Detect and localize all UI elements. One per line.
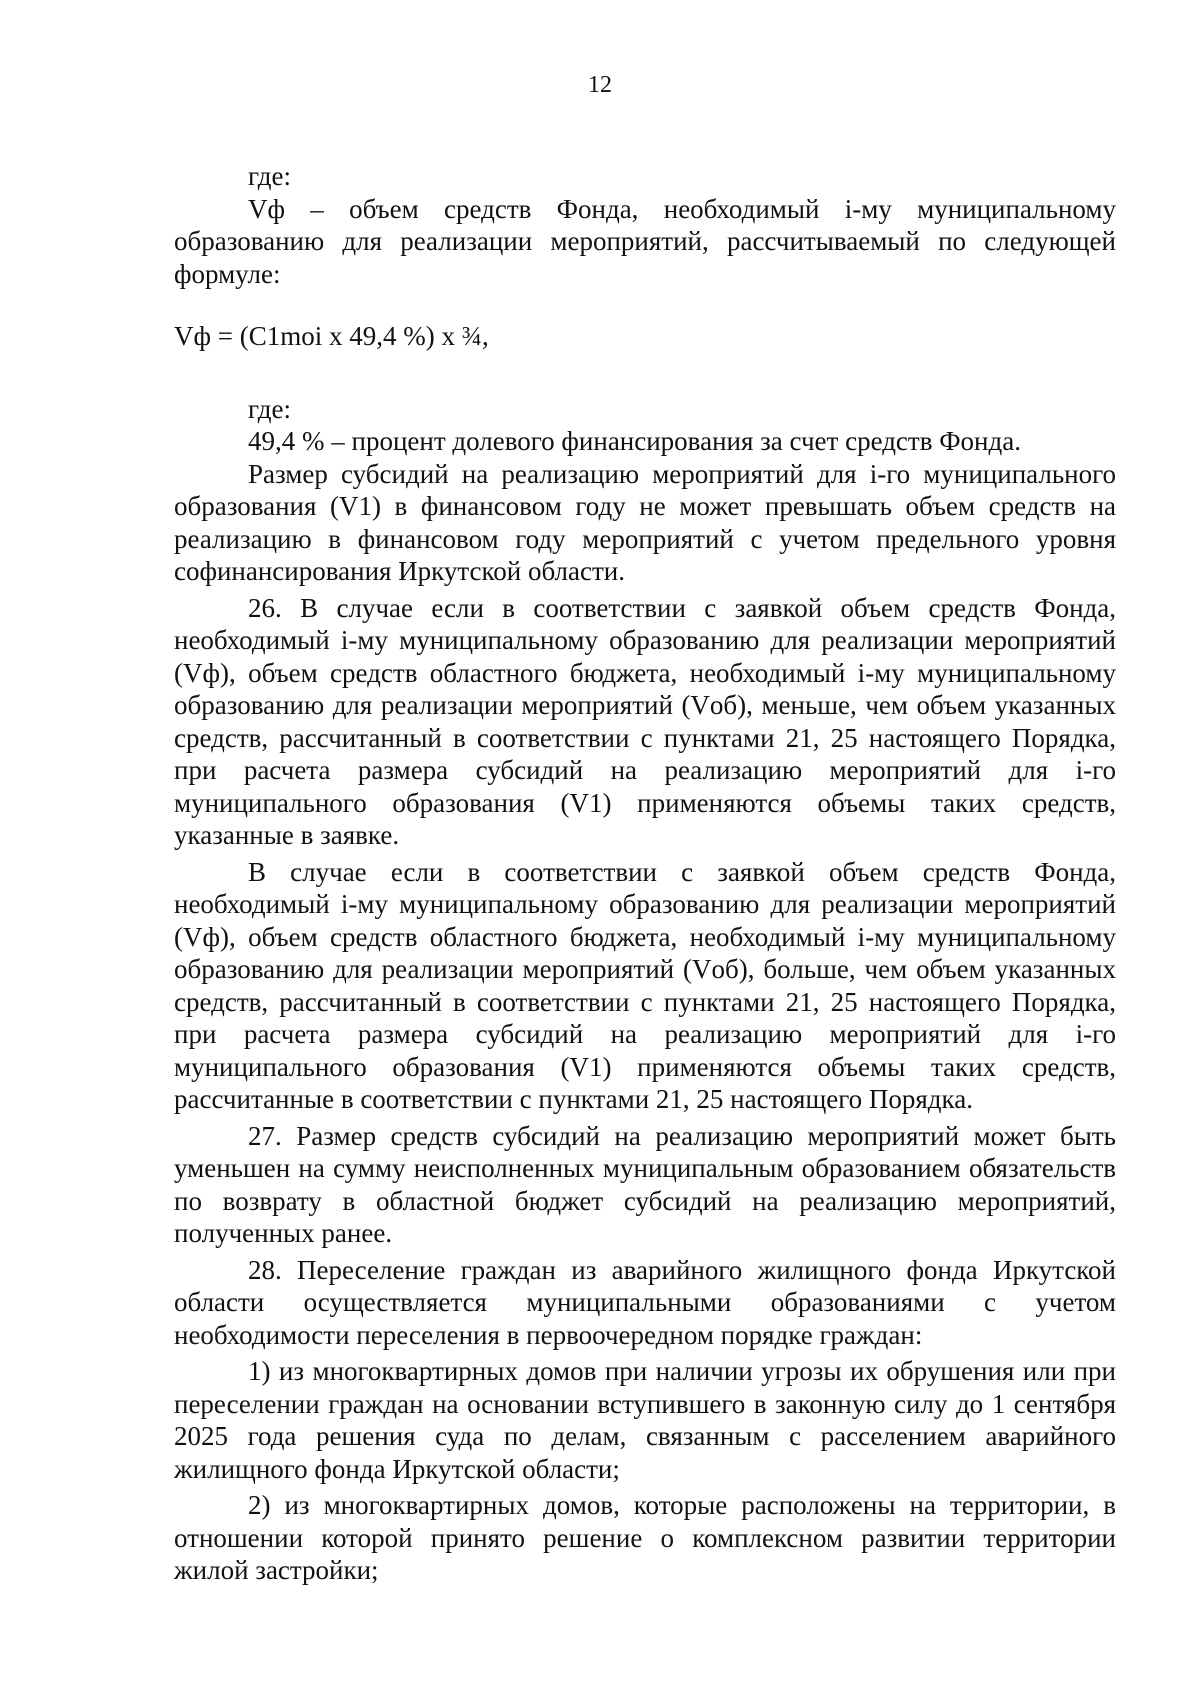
paragraph-26: 26. В случае если в соответствии с заявкой объем средств Фонда, необходимый i-му муниципальному образованию для реализации мероприятий (Vф), объем средств областного бюджета, необходимый i-му муниципальному образованию для реализации мероприятий (Vоб), меньше, чем объем указанных средств, рассчитанный в соответствии с пунктами 21, 25 настоящего Порядка, при расчета размера субсидий на реализацию мероприятий для i-го муниципального образования (V1) применяются объемы таких средств, указанные в заявке. <box>174 592 1116 850</box>
page-number: 12 <box>588 72 612 98</box>
percent-definition: 49,4 % – процент долевого финансирования за счет средств Фонда. <box>248 426 1021 456</box>
vf-definition: Vф – объем средств Фонда, необходимый i-му муниципальному образованию для реализации мероприятий, рассчитываемый по следующей формуле: <box>174 193 1116 289</box>
paragraph-28-item-1: 1) из многоквартирных домов при наличии угрозы их обрушения или при переселении граждан на основании вступившего в законную силу до 1 сентября 2025 года решения суда по делам, связанным с расселением аварийного жилищного фонда Иркутской области; <box>174 1356 1116 1484</box>
subsidy-limit-paragraph: Размер субсидий на реализацию мероприятий для i-го муниципального образования (V1) в финансовом году не может превышать объем средств на реализацию в финансовом году мероприятий с учетом предельного уровня софинансирования Иркутской области. <box>174 458 1116 586</box>
paragraph-28-item-2: 2) из многоквартирных домов, которые расположены на территории, в отношении которой принято решение о комплексном развитии территории жилой застройки; <box>174 1490 1116 1585</box>
where-label-2: где: <box>248 393 291 424</box>
paragraph-27: 27. Размер средств субсидий на реализацию мероприятий может быть уменьшен на сумму неисполненных муниципальным образованием обязательств по возврату в областной бюджет субсидий на реализацию мероприятий, полученных ранее. <box>174 1120 1116 1248</box>
paragraph-26-continued: В случае если в соответствии с заявкой объем средств Фонда, необходимый i-му муниципальному образованию для реализации мероприятий (Vф), объем средств областного бюджета, необходимый i-му муниципальному образованию для реализации мероприятий (Vоб), больше, чем объем указанных средств, рассчитанный в соответствии с пунктами 21, 25 настоящего Порядка, при расчета размера субсидий на реализацию мероприятий для i-го муниципального образования (V1) применяются объемы таких средств, рассчитанные в соответствии с пунктами 21, 25 настоящего Порядка. <box>174 856 1116 1114</box>
paragraph-28: 28. Переселение граждан из аварийного жилищного фонда Иркутской области осуществляется муниципальными образованиями с учетом необходимости переселения в первоочередном порядке граждан: <box>174 1254 1116 1350</box>
where-label-1: где: <box>248 161 291 191</box>
formula-vf: Vф = (C1moi х 49,4 %) х ¾, <box>174 321 489 351</box>
document-body <box>174 160 1116 1587</box>
